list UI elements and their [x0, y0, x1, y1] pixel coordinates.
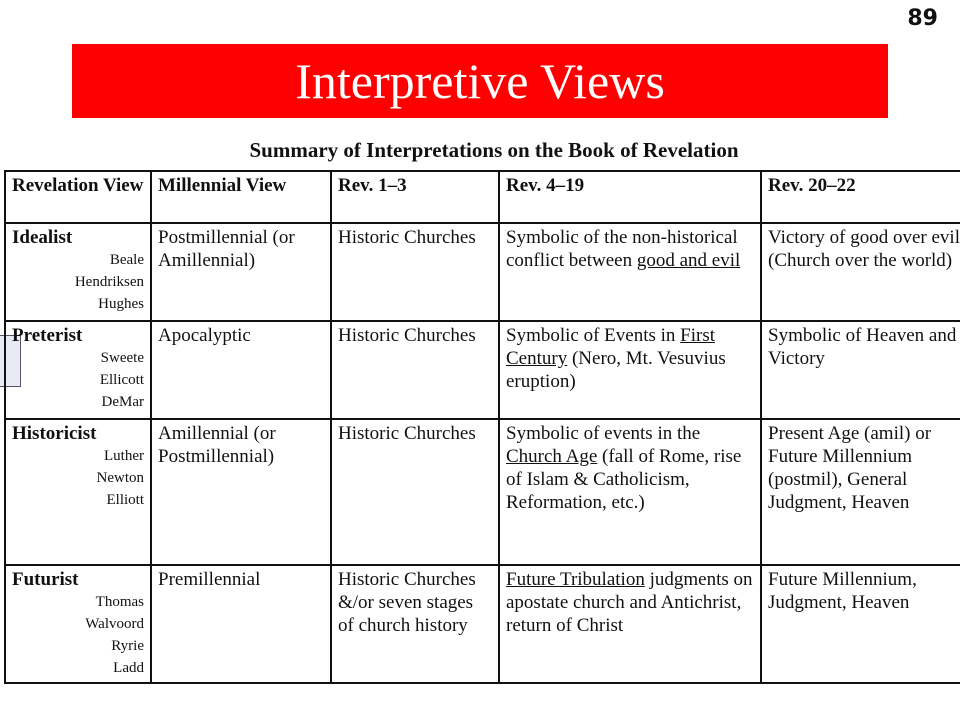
- rev4-19-text: Symbolic of events in the: [506, 423, 701, 444]
- view-name: Historicist: [12, 423, 97, 444]
- table-row: [5, 565, 960, 683]
- view-cell: [5, 223, 151, 321]
- author: Walvoord: [85, 616, 144, 632]
- rev4-19-cell: [499, 565, 761, 683]
- table-caption: Summary of Interpretations on the Book of Revelation: [249, 138, 739, 162]
- rev20-22-cell: Future Millennium, Judgment, Heaven: [761, 565, 960, 683]
- rev1-3-cell: Historic Churches: [331, 321, 499, 419]
- rev4-19-text: judgments on apostate church and Antichrist, return of Christ: [506, 569, 753, 636]
- author: Ellicott: [99, 372, 144, 388]
- author: Sweete: [100, 350, 144, 366]
- rev4-19-cell: [499, 223, 761, 321]
- view-name: Futurist: [12, 569, 79, 590]
- author: Elliott: [106, 492, 144, 508]
- table-row: [5, 223, 960, 321]
- author: Hughes: [98, 296, 144, 312]
- view-cell: [5, 321, 151, 419]
- view-name: Preterist: [12, 325, 83, 346]
- page-number: 89: [907, 6, 938, 31]
- millennial-cell: Premillennial: [151, 565, 331, 683]
- author: Beale: [109, 252, 144, 268]
- header-cell: Rev. 4–19: [499, 171, 761, 223]
- rev4-19-cell: [499, 321, 761, 419]
- author: Luther: [104, 448, 144, 464]
- rev1-3-cell: Historic Churches &/or seven stages of church history: [331, 565, 499, 683]
- header-cell: Rev. 20–22: [761, 171, 960, 223]
- millennial-cell: Amillennial (or Postmillennial): [151, 419, 331, 565]
- view-cell: [5, 565, 151, 683]
- author: Ladd: [113, 660, 144, 676]
- table-header-row: [5, 171, 960, 223]
- author: Newton: [96, 470, 144, 486]
- rev4-19-cell: [499, 419, 761, 565]
- slide-title: Interpretive Views: [295, 53, 665, 109]
- author: Ryrie: [111, 638, 144, 654]
- rev4-19-underlined: good and evil: [636, 250, 741, 271]
- view-name: Idealist: [12, 227, 73, 248]
- rev1-3-cell: Historic Churches: [331, 419, 499, 565]
- header-cell: Millennial View: [151, 171, 331, 223]
- rev4-19-underlined: Church Age: [506, 446, 598, 467]
- table-row: [5, 419, 960, 565]
- millennial-cell: Apocalyptic: [151, 321, 331, 419]
- author: Thomas: [95, 594, 144, 610]
- table-row: [5, 321, 960, 419]
- rev1-3-cell: Historic Churches: [331, 223, 499, 321]
- rev4-19-text: (Nero, Mt. Vesuvius eruption): [506, 348, 726, 392]
- header-cell: Revelation View: [5, 171, 151, 223]
- rev20-22-cell: Present Age (amil) or Future Millennium (postmil), General Judgment, Heaven: [761, 419, 960, 565]
- interpretations-table: [4, 170, 960, 684]
- rev4-19-underlined: First Century: [506, 325, 716, 369]
- rev4-19-underlined: Future Tribulation: [506, 569, 645, 590]
- rev4-19-text: Symbolic of Events in: [506, 325, 681, 346]
- header-cell: Rev. 1–3: [331, 171, 499, 223]
- rev4-19-text: (fall of Rome, rise of Islam & Catholicism, Reformation, etc.): [506, 446, 742, 513]
- rev20-22-cell: Victory of good over evil (Church over the world): [761, 223, 960, 321]
- millennial-cell: Postmillennial (or Amillennial): [151, 223, 331, 321]
- author: DeMar: [101, 394, 144, 410]
- rev4-19-text: Symbolic of the non-historical conflict between: [506, 227, 738, 271]
- title-banner: [72, 44, 888, 118]
- author: Hendriksen: [74, 274, 144, 290]
- rev20-22-cell: Symbolic of Heaven and Victory: [761, 321, 960, 419]
- view-cell: [5, 419, 151, 565]
